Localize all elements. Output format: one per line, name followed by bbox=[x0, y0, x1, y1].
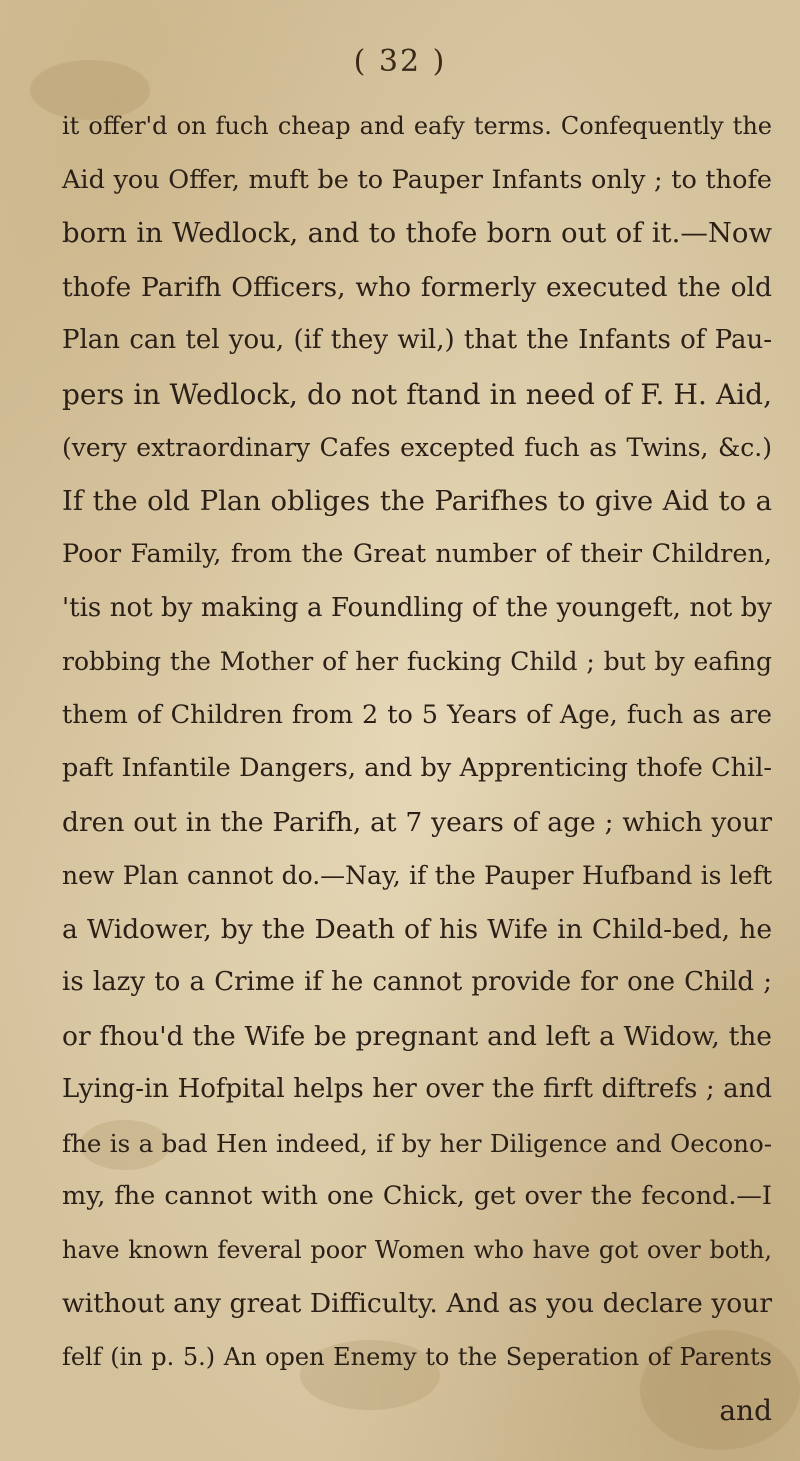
text-line: my, fhe cannot with one Chick, get over the fecond.—I bbox=[62, 1181, 772, 1211]
page-number: ( 32 ) bbox=[353, 44, 447, 79]
text-line: or fhou'd the Wife be pregnant and left a Widow, the bbox=[62, 1020, 772, 1052]
text-line: (very extraordinary Cafes excepted fuch as Twins, &c.) bbox=[62, 433, 772, 462]
text-line: born in Wedlock, and to thofe born out of it.—Now bbox=[62, 217, 772, 249]
text-line: If the old Plan obliges the Parifhes to give Aid to a bbox=[62, 484, 772, 517]
text-line: dren out in the Parifh, at 7 years of age ; which your bbox=[62, 806, 772, 838]
text-line: is lazy to a Crime if he cannot provide for one Child ; bbox=[62, 967, 772, 997]
text-line: them of Children from 2 to 5 Years of Age, fuch as are bbox=[62, 699, 772, 730]
text-line: thofe Parifh Officers, who formerly executed the old bbox=[62, 271, 772, 303]
body-text bbox=[62, 100, 772, 1438]
text-line: 'tis not by making a Foundling of the youngeft, not by bbox=[62, 592, 772, 623]
text-line: paft Infantile Dangers, and by Apprenticing thofe Chil- bbox=[62, 753, 772, 783]
text-line: a Widower, by the Death of his Wife in Child-bed, he bbox=[62, 913, 772, 945]
text-line: have known feveral poor Women who have got over both, bbox=[62, 1235, 772, 1264]
text-line: felf (in p. 5.) An open Enemy to the Seperation of Parents bbox=[62, 1342, 772, 1371]
text-line: Poor Family, from the Great number of their Children, bbox=[62, 539, 772, 569]
text-line: fhe is a bad Hen indeed, if by her Diligence and Oecono- bbox=[62, 1128, 772, 1158]
text-line: robbing the Mother of her fucking Child ; but by eafing bbox=[62, 647, 772, 676]
text-line: Aid you Offer, muft be to Pauper Infants only ; to thofe bbox=[62, 164, 772, 195]
text-line: Lying-in Hofpital helps her over the firft diftrefs ; and bbox=[62, 1074, 772, 1104]
text-line: new Plan cannot do.—Nay, if the Pauper Hufband is left bbox=[62, 861, 772, 890]
text-line: Plan can tel you, (if they wil,) that the Infants of Pau- bbox=[62, 325, 772, 355]
text-line: pers in Wedlock, do not ftand in need of F. H. Aid, bbox=[62, 377, 772, 411]
text-line: it offer'd on fuch cheap and eafy terms. Confequently the bbox=[62, 112, 772, 140]
catchword: and bbox=[719, 1394, 772, 1427]
text-line: without any great Difficulty. And as you declare your bbox=[62, 1288, 772, 1319]
